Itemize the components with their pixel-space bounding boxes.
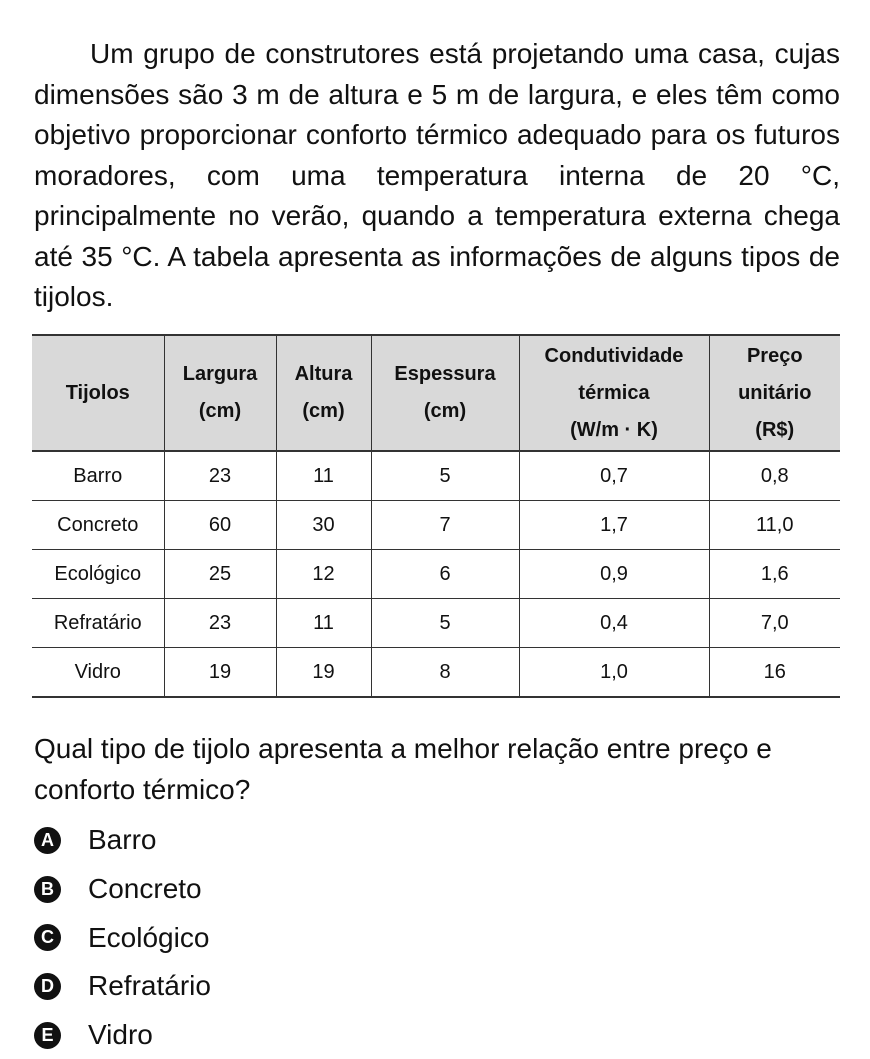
header-unit: (cm) — [423, 400, 467, 422]
header-unit: (cm) — [302, 400, 345, 422]
answer-options — [34, 816, 211, 1059]
cell-condutividade: 1,0 — [519, 648, 709, 698]
header-label: térmica — [578, 381, 650, 404]
cell-condutividade: 0,7 — [519, 451, 709, 501]
option-c[interactable] — [34, 913, 211, 962]
cell-largura: 60 — [164, 501, 276, 550]
cell-preco: 0,8 — [709, 451, 840, 501]
header-unit: (R$) — [755, 418, 795, 441]
cell-espessura: 8 — [371, 648, 519, 698]
cell-altura: 11 — [276, 451, 371, 501]
bricks-table — [32, 334, 840, 698]
table-row — [32, 648, 840, 698]
header-largura — [164, 335, 276, 451]
cell-tijolo: Ecológico — [32, 550, 164, 599]
option-text: Ecológico — [88, 921, 210, 953]
cell-condutividade: 0,9 — [519, 550, 709, 599]
cell-tijolo: Barro — [32, 451, 164, 501]
table-header-row — [32, 335, 840, 451]
cell-preco: 7,0 — [709, 599, 840, 648]
header-condutividade — [519, 335, 709, 451]
cell-largura: 23 — [164, 599, 276, 648]
cell-preco: 16 — [709, 648, 840, 698]
header-unit: (W/m · K) — [570, 418, 658, 441]
table-row — [32, 599, 840, 648]
cell-tijolo: Vidro — [32, 648, 164, 698]
cell-espessura: 6 — [371, 550, 519, 599]
cell-condutividade: 0,4 — [519, 599, 709, 648]
header-altura — [276, 335, 371, 451]
cell-tijolo: Refratário — [32, 599, 164, 648]
cell-condutividade: 1,7 — [519, 501, 709, 550]
header-label: Altura — [294, 363, 353, 385]
cell-espessura: 5 — [371, 451, 519, 501]
cell-largura: 19 — [164, 648, 276, 698]
header-label: Espessura — [394, 363, 496, 385]
option-text: Barro — [88, 824, 157, 856]
cell-espessura: 7 — [371, 501, 519, 550]
cell-largura: 25 — [164, 550, 276, 599]
header-label: Tijolos — [65, 381, 130, 404]
option-e[interactable] — [34, 1011, 211, 1059]
question-prompt: Qual tipo de tijolo apresenta a melhor relação entre preço e conforto térmico? — [34, 733, 772, 805]
option-text: Refratário — [88, 970, 211, 1002]
option-b[interactable] — [34, 865, 211, 914]
header-preco — [709, 335, 840, 451]
header-label: unitário — [738, 381, 812, 404]
cell-espessura: 5 — [371, 599, 519, 648]
header-label: Condutividade — [544, 344, 684, 367]
option-letter-badge: D — [34, 973, 61, 1000]
cell-altura: 12 — [276, 550, 371, 599]
header-tijolos — [32, 335, 164, 451]
cell-tijolo: Concreto — [32, 501, 164, 550]
cell-altura: 30 — [276, 501, 371, 550]
header-label: Largura — [182, 363, 258, 385]
question-statement: Um grupo de construtores está projetando uma casa, cujas dimensões são 3 m de altura e 5 m de largura, e eles têm como objetivo proporcionar conforto térmico adequado para os futuros moradores, com uma temperatura interna de 20 °C, principalmente no verão, quando a temperatura externa chega até 35 °C. A tabela apresenta as informações de alguns tipos de tijolos. — [34, 38, 840, 312]
option-letter-badge: E — [34, 1022, 61, 1049]
header-label: Preço — [746, 344, 803, 367]
option-letter-badge: B — [34, 876, 61, 903]
table-row — [32, 550, 840, 599]
option-letter-badge: C — [34, 924, 61, 951]
header-unit: (cm) — [198, 400, 242, 422]
cell-altura: 19 — [276, 648, 371, 698]
table-row — [32, 501, 840, 550]
cell-preco: 11,0 — [709, 501, 840, 550]
option-d[interactable] — [34, 962, 211, 1011]
cell-altura: 11 — [276, 599, 371, 648]
option-letter-badge: A — [34, 827, 61, 854]
option-text: Concreto — [88, 873, 202, 905]
cell-preco: 1,6 — [709, 550, 840, 599]
option-text: Vidro — [88, 1019, 153, 1051]
header-espessura — [371, 335, 519, 451]
cell-largura: 23 — [164, 451, 276, 501]
table-row — [32, 451, 840, 501]
option-a[interactable] — [34, 816, 211, 865]
